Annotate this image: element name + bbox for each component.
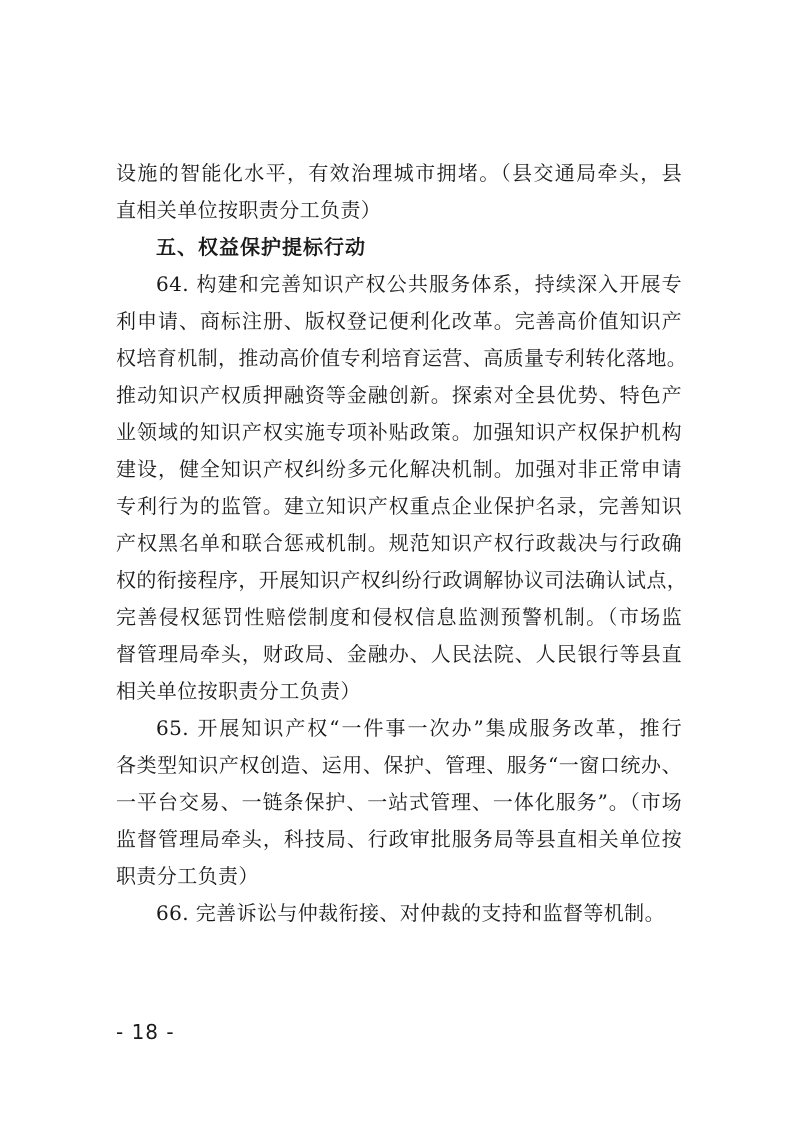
text-line: 设施的智能化水平，有效治理城市拥堵。（县交通局牵头，县 (116, 161, 682, 185)
text-line: 相关单位按职责分工负责） (116, 679, 361, 703)
text-line: 推动知识产权质押融资等金融创新。探索对全县优势、特色产 (116, 383, 682, 407)
text-line: 一平台交易、一链条保护、一站式管理、一体化服务”。（市场 (116, 790, 682, 814)
paragraph-66 (116, 895, 682, 932)
text-line: 权的衔接程序，开展知识产权纠纷行政调解协议司法确认试点， (116, 568, 688, 592)
text-line: 督管理局牵头，财政局、金融办、人民法院、人民银行等县直 (116, 642, 682, 666)
paragraph-63-continuation (116, 155, 682, 229)
document-body (116, 155, 688, 932)
paragraph-64 (116, 266, 688, 710)
text-line: 64. 构建和完善知识产权公共服务体系，持续深入开展专 (156, 272, 682, 296)
text-line: 权培育机制，推动高价值专利培育运营、高质量专利转化落地。 (116, 346, 688, 370)
text-line: 利申请、商标注册、版权登记便利化改革。完善高价值知识产 (116, 309, 682, 333)
text-line: 监督管理局牵头，科技局、行政审批服务局等县直相关单位按 (116, 827, 682, 851)
text-line: 65. 开展知识产权“一件事一次办”集成服务改革，推行 (156, 716, 682, 740)
text-line: 各类型知识产权创造、运用、保护、管理、服务“一窗口统办、 (116, 753, 682, 777)
text-line: 产权黑名单和联合惩戒机制。规范知识产权行政裁决与行政确 (116, 531, 682, 555)
section-heading: 五、权益保护提标行动 (156, 235, 366, 259)
text-line: 完善侵权惩罚性赔偿制度和侵权信息监测预警机制。（市场监 (116, 605, 682, 629)
paragraph-65 (116, 710, 682, 895)
text-line: 直相关单位按职责分工负责） (116, 198, 382, 222)
text-line: 66. 完善诉讼与仲裁衔接、对仲裁的支持和监督等机制。 (156, 901, 665, 925)
text-line: 职责分工负责） (116, 864, 259, 888)
page-number: - 18 - (116, 1020, 175, 1044)
text-line: 业领域的知识产权实施专项补贴政策。加强知识产权保护机构 (116, 420, 682, 444)
text-line: 建设，健全知识产权纠纷多元化解决机制。加强对非正常申请 (116, 457, 682, 481)
text-line: 专利行为的监管。建立知识产权重点企业保护名录，完善知识 (116, 494, 682, 518)
